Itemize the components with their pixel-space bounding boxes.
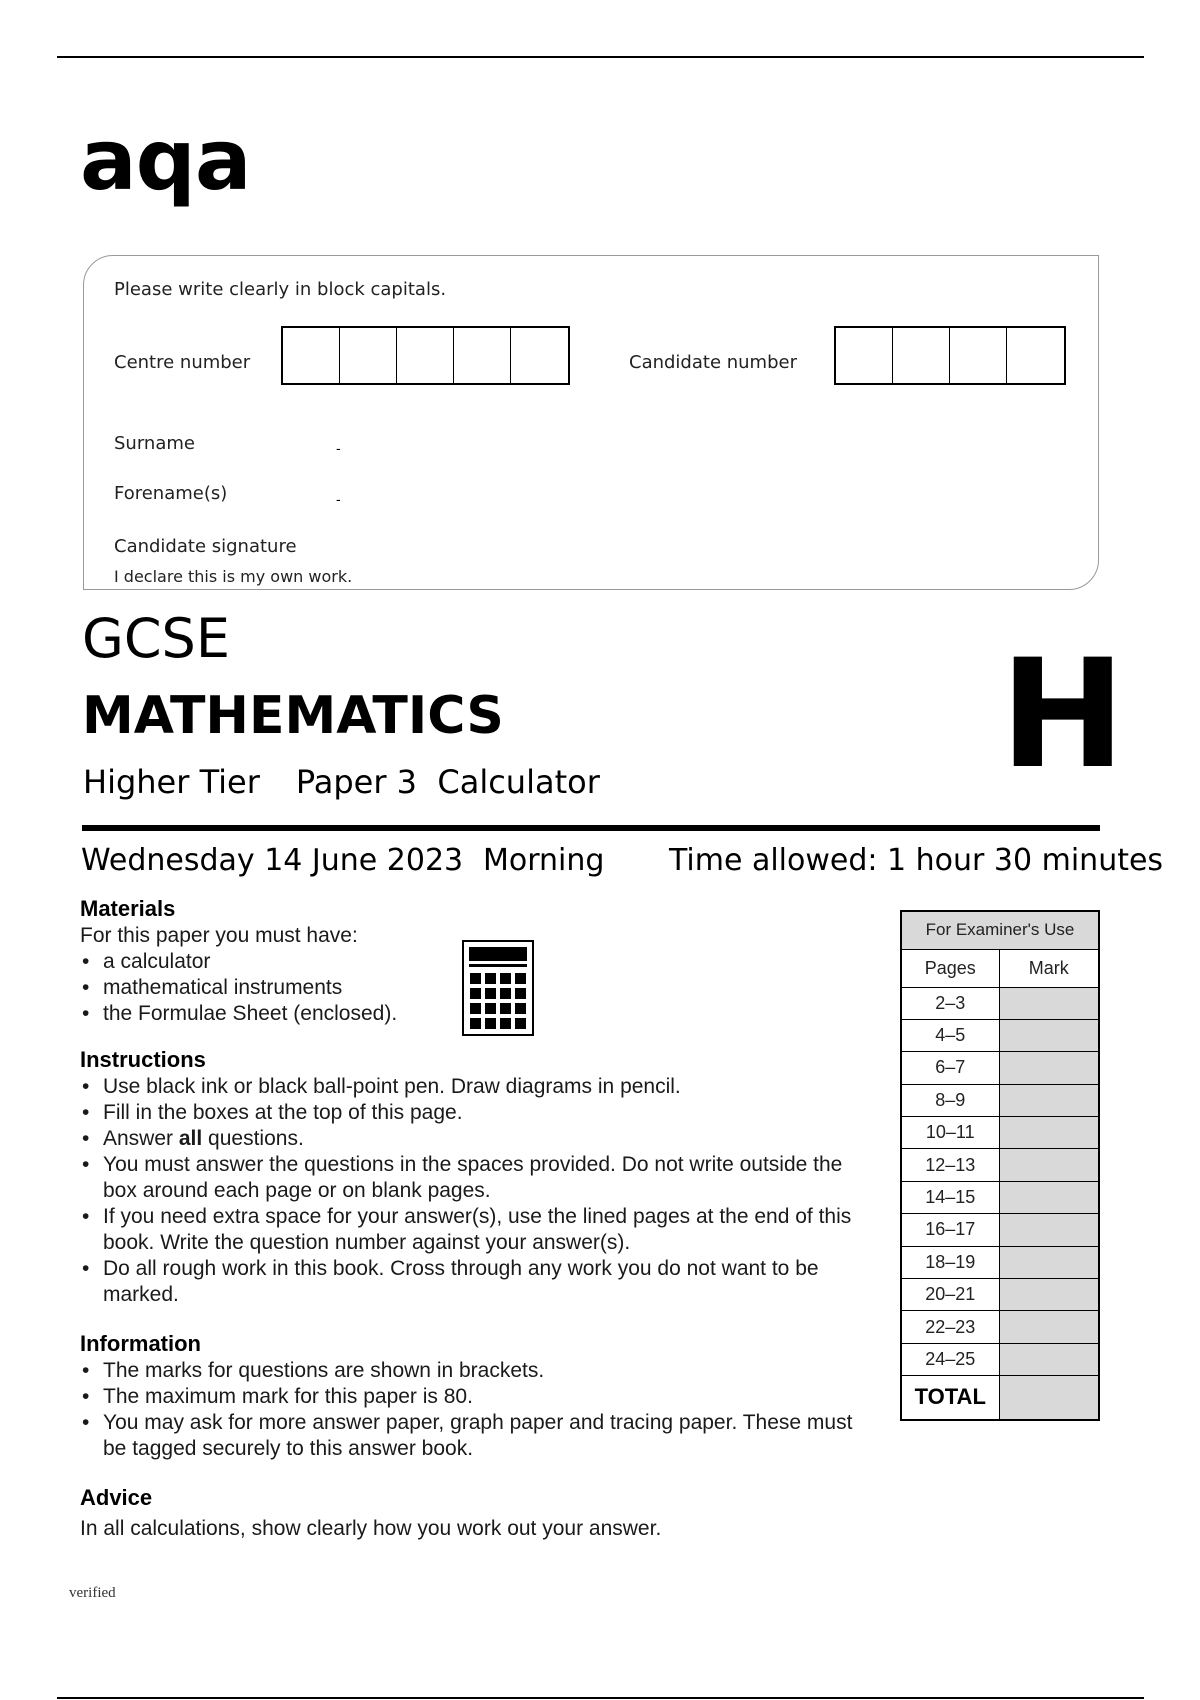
forenames-label: Forename(s) [114,483,228,504]
instruction-item: • Use black ink or black ball-point pen. Draw diagrams in pencil. [80,1074,860,1100]
examiners-use-title: For Examiner's Use [901,911,1099,949]
instruction-item: • Do all rough work in this book. Cross through any work you do not want to be marked. [80,1256,860,1308]
title-divider [82,825,1100,831]
top-rule [57,56,1144,58]
mark-cell [999,1246,1099,1278]
mark-cell [999,1181,1099,1213]
examiner-table-row [901,1279,1099,1311]
instructions-heading: Instructions [80,1047,206,1072]
advice-section [80,1484,860,1542]
exam-session: Morning [483,843,605,878]
exam-date: Wednesday 14 June 2023 [81,843,464,878]
subject-title: MATHEMATICS [82,686,504,746]
information-item: • You may ask for more answer paper, graph paper and tracing paper. These must be tagged securely to this answer book. [80,1410,860,1462]
page-range-cell: 18–19 [901,1246,999,1278]
signature-label: Candidate signature [114,536,297,557]
advice-text: In all calculations, show clearly how you work out your answer. [80,1517,662,1540]
page-range-cell: 2–3 [901,987,999,1019]
mark-cell [999,1149,1099,1181]
examiner-table-row [901,1084,1099,1116]
examiner-table-row [901,1117,1099,1149]
instruction-item: • If you need extra space for your answer(s), use the lined pages at the end of this book. Write the question number against your answer(s). [80,1204,860,1256]
surname-field[interactable]: - [336,440,341,456]
bottom-rule [57,1697,1144,1699]
instructions-section [80,1046,860,1308]
qualification-title: GCSE [82,607,230,670]
examiner-table-row [901,1181,1099,1213]
mark-column-header: Mark [999,949,1099,987]
surname-label: Surname [114,433,195,454]
block-capitals-instruction: Please write clearly in block capitals. [114,279,447,300]
materials-intro: For this paper you must have: [80,924,358,947]
candidate-number-digit[interactable] [836,328,893,383]
page-range-cell: 10–11 [901,1117,999,1149]
declaration-text: I declare this is my own work. [114,567,353,586]
instruction-item: • Answer all questions. [80,1126,860,1152]
examiner-table-row [901,987,1099,1019]
examiner-table-row [901,1019,1099,1051]
centre-number-digit[interactable] [283,328,340,383]
information-item: • The maximum mark for this paper is 80. [80,1384,860,1410]
verified-note: verified [69,1585,116,1601]
mark-cell [999,1084,1099,1116]
mark-cell [999,1052,1099,1084]
page-range-cell: 20–21 [901,1279,999,1311]
page-range-cell: 16–17 [901,1214,999,1246]
advice-heading: Advice [80,1485,153,1510]
page-range-cell: 8–9 [901,1084,999,1116]
pages-column-header: Pages [901,949,999,987]
time-allowed: Time allowed: 1 hour 30 minutes [669,843,1164,878]
candidate-number-label: Candidate number [629,352,797,373]
mark-cell [999,1279,1099,1311]
paper-text: Paper 3 Calculator [295,763,600,801]
candidate-number-digit[interactable] [893,328,950,383]
centre-number-digit[interactable] [511,328,568,383]
examiner-table-row [901,1343,1099,1375]
information-section [80,1330,860,1462]
centre-number-digit[interactable] [397,328,454,383]
examiner-table-row [901,1246,1099,1278]
materials-item: • a calculator [80,949,860,975]
examiner-table-row [901,1052,1099,1084]
candidate-number-digit[interactable] [950,328,1007,383]
mark-cell [999,1019,1099,1051]
instruction-item: • You must answer the questions in the spaces provided. Do not write outside the box around each page or on blank pages. [80,1152,860,1204]
examiner-table-row [901,1311,1099,1343]
candidate-number-boxes[interactable] [834,326,1066,385]
page-range-cell: 24–25 [901,1343,999,1375]
information-item: • The marks for questions are shown in brackets. [80,1358,860,1384]
candidate-details-box [83,255,1099,590]
page-range-cell: 4–5 [901,1019,999,1051]
tier-paper-line [83,763,636,801]
mark-cell [999,1117,1099,1149]
materials-heading: Materials [80,896,176,921]
information-heading: Information [80,1331,201,1356]
examiner-table-row [901,1149,1099,1181]
total-mark-cell [999,1376,1099,1420]
materials-item: • mathematical instruments [80,975,860,1001]
candidate-number-digit[interactable] [1007,328,1064,383]
centre-number-boxes[interactable] [281,326,570,385]
page-range-cell: 6–7 [901,1052,999,1084]
materials-item: • the Formulae Sheet (enclosed). [80,1001,860,1027]
exam-date-row [81,843,1200,883]
mark-cell [999,1311,1099,1343]
centre-number-digit[interactable] [454,328,511,383]
aqa-logo: aqa [80,111,251,209]
total-label: TOTAL [901,1376,999,1420]
page-range-cell: 22–23 [901,1311,999,1343]
tier-text: Higher Tier [83,763,260,801]
page-range-cell: 14–15 [901,1181,999,1213]
examiners-use-table [900,910,1100,1421]
mark-cell [999,987,1099,1019]
page-range-cell: 12–13 [901,1149,999,1181]
calculator-icon [462,940,534,1036]
examiner-table-row [901,1214,1099,1246]
tier-letter: H [1000,628,1126,802]
centre-number-digit[interactable] [340,328,397,383]
instruction-item: • Fill in the boxes at the top of this page. [80,1100,860,1126]
centre-number-label: Centre number [114,352,251,373]
mark-cell [999,1214,1099,1246]
forenames-field[interactable]: - [336,491,341,507]
mark-cell [999,1343,1099,1375]
